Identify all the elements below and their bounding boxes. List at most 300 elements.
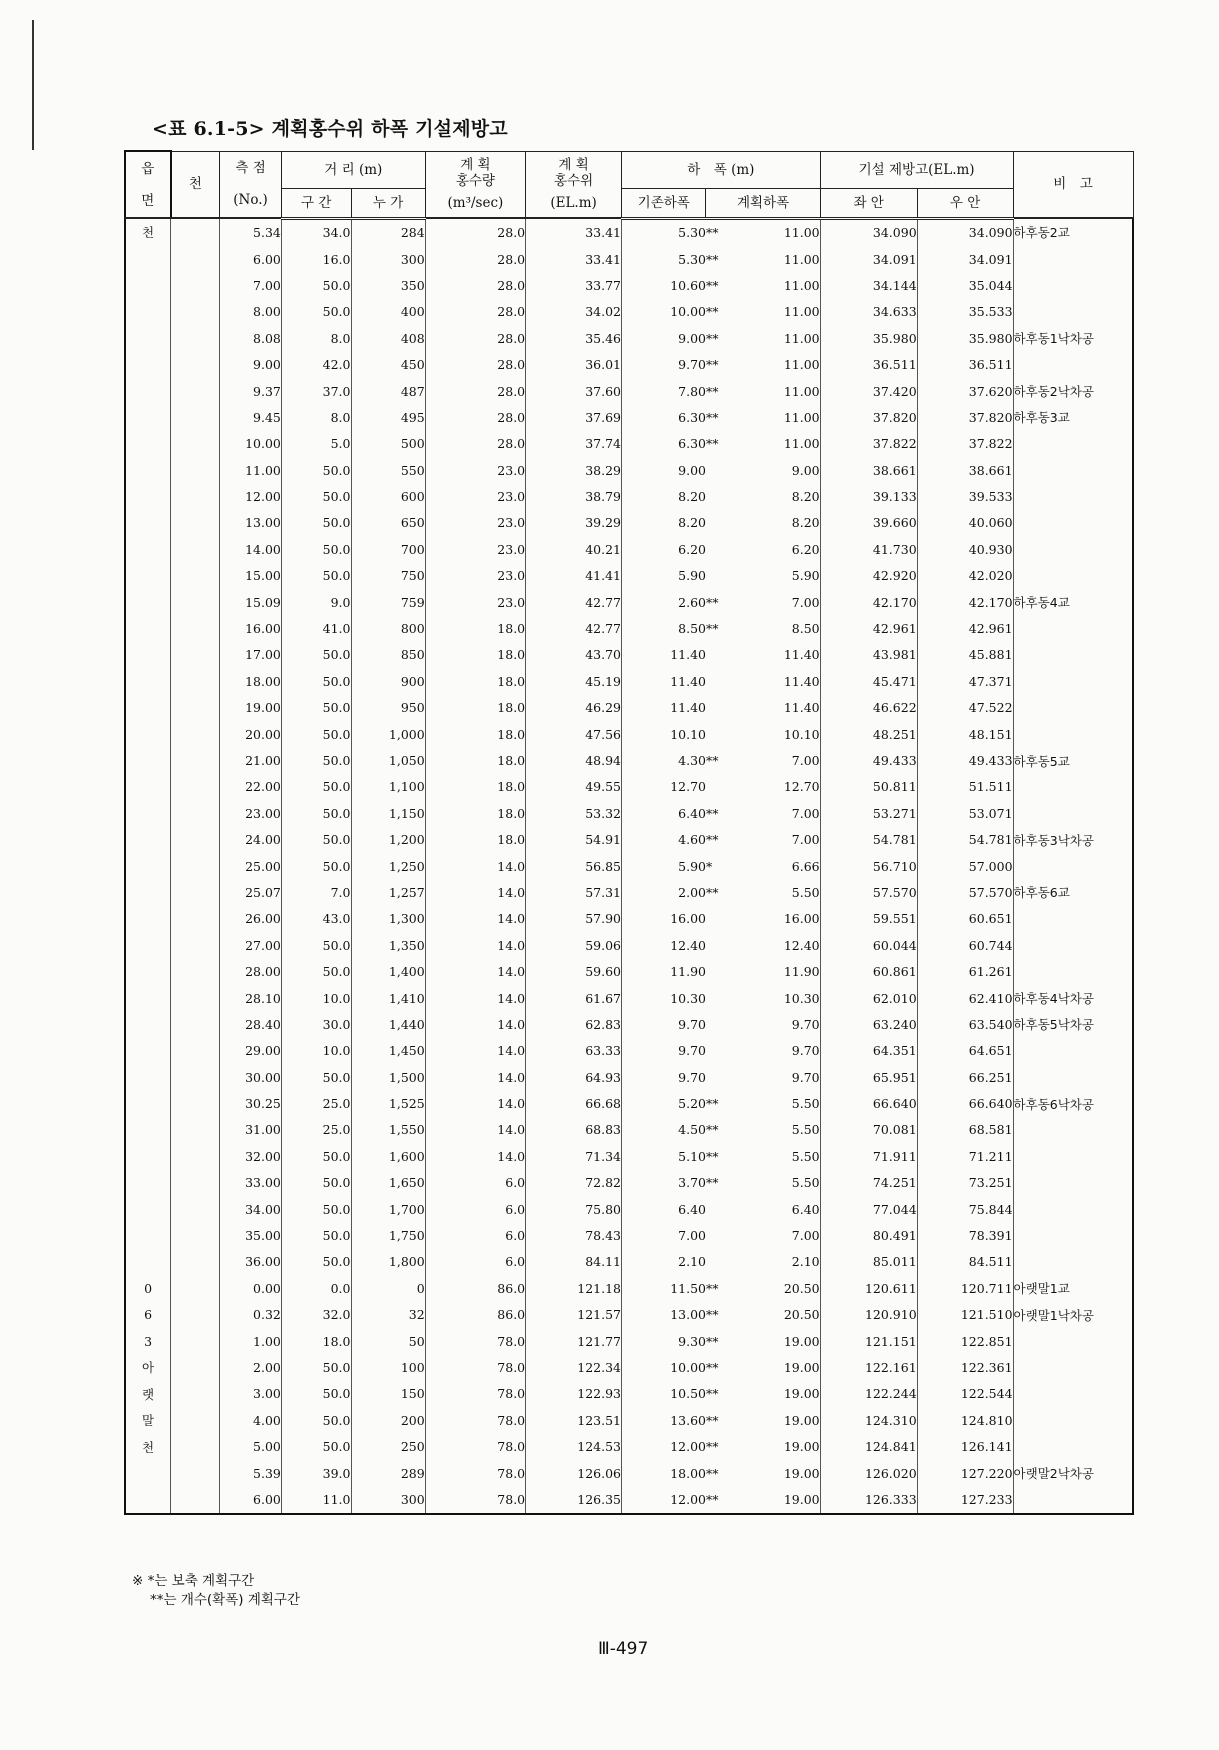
cell-river (125, 1486, 171, 1513)
cell-section-distance: 50.0 (281, 747, 351, 773)
table-row (125, 668, 1133, 694)
cell-remarks: 하후동2낙차공 (1013, 378, 1133, 404)
cell-section-distance: 50.0 (281, 1407, 351, 1433)
cell-levee-left: 39.133 (820, 483, 917, 509)
cell-flow: 28.0 (425, 378, 525, 404)
cell-section-distance: 50.0 (281, 800, 351, 826)
header-myeon: 면 (141, 192, 155, 209)
cell-station: 15.09 (220, 589, 282, 615)
cell-flow: 23.0 (425, 563, 525, 589)
header-dist-cumulative: 누 가 (351, 188, 425, 218)
cell-flow: 18.0 (425, 747, 525, 773)
cell-section-distance: 0.0 (281, 1275, 351, 1301)
cell-existing-width: 6.40 (622, 1196, 706, 1222)
table-row (125, 1143, 1133, 1169)
cell-section-distance: 11.0 (281, 1486, 351, 1513)
cell-width-marker (706, 510, 728, 536)
cell-existing-width: 6.40 (622, 800, 706, 826)
cell-section-distance: 10.0 (281, 1038, 351, 1064)
cell-planned-width: 6.20 (728, 536, 820, 562)
cell-remarks (1013, 1328, 1133, 1354)
cell-existing-width: 7.80 (622, 378, 706, 404)
cell-section-distance: 50.0 (281, 1222, 351, 1248)
cell-remarks: 하후동4낙차공 (1013, 985, 1133, 1011)
cell-levee-right: 47.371 (917, 668, 1013, 694)
cell-levee-left: 77.044 (820, 1196, 917, 1222)
cell-river: 말 (125, 1407, 171, 1433)
cell-station: 35.00 (220, 1222, 282, 1248)
cell-width-marker: ** (705, 225, 719, 241)
cell-river (125, 589, 171, 615)
cell-cumulative-distance: 1,750 (351, 1222, 425, 1248)
cell-river (125, 985, 171, 1011)
cell-existing-width: 12.00 (622, 1486, 706, 1513)
cell-station: 5.00 (220, 1433, 282, 1459)
cell-width-marker: ** (705, 304, 719, 320)
cell-planned-width: 19.00 (728, 1407, 820, 1433)
cell-station: 8.00 (220, 299, 282, 325)
cell-water-level: 121.57 (526, 1302, 622, 1328)
cell-remarks: 아랫말1낙차공 (1013, 1302, 1133, 1328)
cell-remarks (1013, 299, 1133, 325)
cell-station: 34.00 (220, 1196, 282, 1222)
cell-blank (171, 985, 220, 1011)
cell-section-distance: 50.0 (281, 721, 351, 747)
cell-station: 12.00 (220, 483, 282, 509)
cell-planned-width: 11.90 (728, 958, 820, 984)
cell-cumulative-distance: 32 (351, 1302, 425, 1328)
cell-station: 7.00 (220, 272, 282, 298)
cell-levee-left: 42.920 (820, 563, 917, 589)
cell-river: 0 (125, 1275, 171, 1301)
cell-width-marker (706, 1011, 728, 1037)
cell-section-distance: 50.0 (281, 826, 351, 852)
cell-planned-width: 11.00 (728, 378, 820, 404)
cell-blank (171, 431, 220, 457)
cell-river (125, 483, 171, 509)
cell-existing-width: 6.30 (622, 431, 706, 457)
cell-levee-left: 37.820 (820, 404, 917, 430)
cell-cumulative-distance: 1,410 (351, 985, 425, 1011)
cell-planned-width: 19.00 (728, 1328, 820, 1354)
cell-station: 28.00 (220, 958, 282, 984)
cell-section-distance: 50.0 (281, 1381, 351, 1407)
cell-width-marker (706, 958, 728, 984)
cell-section-distance: 5.0 (281, 431, 351, 457)
header-distance: 거 리 (m) (281, 151, 425, 188)
cell-planned-width: 11.00 (728, 325, 820, 351)
cell-levee-left: 65.951 (820, 1064, 917, 1090)
cell-levee-left: 37.822 (820, 431, 917, 457)
cell-flow: 14.0 (425, 906, 525, 932)
cell-remarks (1013, 1064, 1133, 1090)
table-row (125, 721, 1133, 747)
table-row (125, 826, 1133, 852)
cell-existing-width: 12.40 (622, 932, 706, 958)
cell-station: 24.00 (220, 826, 282, 852)
cell-levee-right: 42.020 (917, 563, 1013, 589)
cell-existing-width: 9.30 (622, 1328, 706, 1354)
cell-section-distance: 50.0 (281, 299, 351, 325)
cell-remarks (1013, 1381, 1133, 1407)
cell-water-level: 41.41 (526, 563, 622, 589)
cell-width-marker: ** (705, 1386, 719, 1402)
cell-existing-width: 16.00 (622, 906, 706, 932)
cell-flow: 78.0 (425, 1460, 525, 1486)
cell-remarks (1013, 1170, 1133, 1196)
cell-river (125, 906, 171, 932)
cell-water-level: 122.34 (526, 1354, 622, 1380)
footnote-widening: **는 개수(확폭) 계획구간 (150, 1592, 300, 1608)
table-row (125, 985, 1133, 1011)
cell-levee-right: 127.233 (917, 1486, 1013, 1513)
cell-existing-width: 8.20 (622, 510, 706, 536)
cell-water-level: 126.35 (526, 1486, 622, 1513)
cell-cumulative-distance: 1,525 (351, 1090, 425, 1116)
cell-existing-width: 9.70 (622, 351, 706, 377)
cell-river (125, 457, 171, 483)
cell-levee-left: 66.640 (820, 1090, 917, 1116)
cell-width-marker: ** (705, 1096, 719, 1112)
binding-margin-line (32, 20, 34, 150)
table-row (125, 351, 1133, 377)
cell-width-marker: * (705, 858, 713, 874)
footnote-reinforcement: ※ *는 보축 계획구간 (132, 1573, 255, 1589)
cell-remarks (1013, 1249, 1133, 1275)
cell-cumulative-distance: 1,500 (351, 1064, 425, 1090)
cell-planned-width: 10.10 (728, 721, 820, 747)
cell-flow: 6.0 (425, 1170, 525, 1196)
cell-cumulative-distance: 500 (351, 431, 425, 457)
cell-cumulative-distance: 700 (351, 536, 425, 562)
cell-levee-left: 38.661 (820, 457, 917, 483)
cell-existing-width: 13.00 (622, 1302, 706, 1328)
cell-flow: 23.0 (425, 510, 525, 536)
cell-existing-width: 9.70 (622, 1038, 706, 1064)
cell-section-distance: 50.0 (281, 1170, 351, 1196)
cell-river (125, 879, 171, 905)
cell-remarks (1013, 483, 1133, 509)
cell-cumulative-distance: 250 (351, 1433, 425, 1459)
cell-blank (171, 1249, 220, 1275)
cell-water-level: 46.29 (526, 695, 622, 721)
cell-water-level: 121.18 (526, 1275, 622, 1301)
cell-width-marker: ** (705, 1148, 719, 1164)
cell-blank (171, 747, 220, 773)
cell-cumulative-distance: 900 (351, 668, 425, 694)
cell-river (125, 695, 171, 721)
table-caption: <표 6.1-5> 계획홍수위 하폭 기설제방고 (152, 118, 508, 140)
cell-cumulative-distance: 1,600 (351, 1143, 425, 1169)
cell-width-marker (706, 563, 728, 589)
cell-flow: 86.0 (425, 1302, 525, 1328)
cell-planned-width: 20.50 (728, 1302, 820, 1328)
table-row (125, 1196, 1133, 1222)
cell-river (125, 1249, 171, 1275)
cell-width-marker: ** (705, 1122, 719, 1138)
cell-planned-width: 7.00 (728, 747, 820, 773)
cell-planned-width: 5.50 (728, 879, 820, 905)
cell-levee-left: 62.010 (820, 985, 917, 1011)
cell-water-level: 34.02 (526, 299, 622, 325)
cell-blank (171, 378, 220, 404)
cell-width-marker (706, 1196, 728, 1222)
cell-levee-left: 42.961 (820, 615, 917, 641)
cell-water-level: 38.79 (526, 483, 622, 509)
cell-water-level: 43.70 (526, 642, 622, 668)
cell-water-level: 64.93 (526, 1064, 622, 1090)
cell-water-level: 59.06 (526, 932, 622, 958)
header-level (526, 151, 622, 218)
cell-flow: 23.0 (425, 483, 525, 509)
table-row (125, 906, 1133, 932)
cell-levee-left: 60.044 (820, 932, 917, 958)
table-row (125, 615, 1133, 641)
cell-river (125, 1196, 171, 1222)
cell-width-marker (706, 457, 728, 483)
cell-river (125, 800, 171, 826)
header-level-mid: 홍수위 (554, 173, 594, 190)
cell-water-level: 57.90 (526, 906, 622, 932)
cell-remarks (1013, 536, 1133, 562)
cell-existing-width: 12.70 (622, 774, 706, 800)
cell-section-distance: 25.0 (281, 1090, 351, 1116)
cell-station: 25.00 (220, 853, 282, 879)
cell-flow: 14.0 (425, 879, 525, 905)
cell-width-marker (706, 1038, 728, 1064)
cell-levee-left: 36.511 (820, 351, 917, 377)
cell-station: 0.00 (220, 1275, 282, 1301)
cell-river (125, 1460, 171, 1486)
cell-planned-width: 19.00 (728, 1433, 820, 1459)
cell-flow: 6.0 (425, 1196, 525, 1222)
cell-remarks (1013, 457, 1133, 483)
cell-flow: 14.0 (425, 853, 525, 879)
cell-levee-right: 60.744 (917, 932, 1013, 958)
cell-blank (171, 1038, 220, 1064)
cell-planned-width: 7.00 (728, 826, 820, 852)
cell-planned-width: 11.00 (728, 299, 820, 325)
cell-width-marker (706, 536, 728, 562)
cell-flow: 14.0 (425, 958, 525, 984)
cell-flow: 18.0 (425, 615, 525, 641)
cell-section-distance: 50.0 (281, 932, 351, 958)
cell-water-level: 36.01 (526, 351, 622, 377)
cell-flow: 14.0 (425, 1011, 525, 1037)
header-cheon: 천 (171, 151, 220, 218)
cell-width-marker: ** (705, 753, 719, 768)
cell-flow: 28.0 (425, 431, 525, 457)
cell-station: 9.00 (220, 351, 282, 377)
cell-section-distance: 8.0 (281, 404, 351, 430)
cell-water-level: 72.82 (526, 1170, 622, 1196)
cell-width-marker: ** (705, 1465, 719, 1481)
cell-levee-right: 51.511 (917, 774, 1013, 800)
cell-cumulative-distance: 1,400 (351, 958, 425, 984)
cell-levee-right: 34.091 (917, 246, 1013, 272)
cell-section-distance: 34.0 (281, 218, 351, 246)
cell-existing-width: 4.30 (622, 747, 706, 773)
cell-width-marker: ** (705, 277, 719, 293)
cell-remarks (1013, 668, 1133, 694)
cell-width-marker (706, 668, 728, 694)
cell-water-level: 75.80 (526, 1196, 622, 1222)
table-row (125, 1433, 1133, 1459)
cell-cumulative-distance: 289 (351, 1460, 425, 1486)
cell-station: 14.00 (220, 536, 282, 562)
cell-water-level: 42.77 (526, 589, 622, 615)
cell-water-level: 78.43 (526, 1222, 622, 1248)
cell-levee-left: 59.551 (820, 906, 917, 932)
cell-section-distance: 50.0 (281, 563, 351, 589)
cell-blank (171, 1486, 220, 1513)
cell-water-level: 59.60 (526, 958, 622, 984)
table-row (125, 325, 1133, 351)
cell-levee-right: 127.220 (917, 1460, 1013, 1486)
cell-flow: 18.0 (425, 774, 525, 800)
cell-width-marker (706, 1064, 728, 1090)
cell-planned-width: 8.20 (728, 483, 820, 509)
cell-section-distance: 50.0 (281, 1064, 351, 1090)
cell-flow: 23.0 (425, 536, 525, 562)
cell-planned-width: 19.00 (728, 1486, 820, 1513)
cell-levee-right: 71.211 (917, 1143, 1013, 1169)
cell-planned-width: 10.30 (728, 985, 820, 1011)
cell-levee-left: 45.471 (820, 668, 917, 694)
cell-river: 6 (125, 1302, 171, 1328)
cell-flow: 28.0 (425, 325, 525, 351)
cell-existing-width: 10.60 (622, 272, 706, 298)
table-row (125, 1064, 1133, 1090)
cell-river (125, 563, 171, 589)
cell-planned-width: 20.50 (728, 1275, 820, 1301)
cell-levee-right: 54.781 (917, 826, 1013, 852)
cell-planned-width: 7.00 (728, 589, 820, 615)
cell-river (125, 351, 171, 377)
cell-river (125, 1064, 171, 1090)
cell-width-marker: ** (705, 409, 719, 425)
cell-width-marker (706, 1249, 728, 1275)
cell-station: 30.25 (220, 1090, 282, 1116)
cell-water-level: 49.55 (526, 774, 622, 800)
cell-blank (171, 853, 220, 879)
cell-flow: 18.0 (425, 695, 525, 721)
cell-levee-left: 39.660 (820, 510, 917, 536)
cell-existing-width: 9.00 (622, 325, 706, 351)
cell-width-marker: ** (705, 594, 719, 610)
header-station (220, 151, 282, 218)
cell-flow: 28.0 (425, 272, 525, 298)
table-row (125, 1249, 1133, 1275)
cell-flow: 28.0 (425, 351, 525, 377)
cell-existing-width: 6.20 (622, 536, 706, 562)
cell-remarks (1013, 774, 1133, 800)
cell-station: 19.00 (220, 695, 282, 721)
cell-existing-width: 11.90 (622, 958, 706, 984)
table-row (125, 457, 1133, 483)
page-number: Ⅲ-497 (598, 1639, 649, 1659)
cell-water-level: 56.85 (526, 853, 622, 879)
cell-river (125, 958, 171, 984)
header-dist-section: 구 간 (281, 188, 351, 218)
cell-remarks (1013, 906, 1133, 932)
cell-river (125, 1222, 171, 1248)
cell-existing-width: 2.60 (622, 589, 706, 615)
cell-river: 3 (125, 1328, 171, 1354)
cell-levee-left: 43.981 (820, 642, 917, 668)
cell-station: 21.00 (220, 747, 282, 773)
table-row (125, 536, 1133, 562)
cell-cumulative-distance: 1,550 (351, 1117, 425, 1143)
cell-section-distance: 25.0 (281, 1117, 351, 1143)
cell-blank (171, 1196, 220, 1222)
cell-levee-right: 57.570 (917, 879, 1013, 905)
cell-remarks (1013, 958, 1133, 984)
cell-station: 16.00 (220, 615, 282, 641)
cell-river (125, 747, 171, 773)
cell-levee-left: 71.911 (820, 1143, 917, 1169)
cell-existing-width: 11.50 (622, 1275, 706, 1301)
cell-section-distance: 50.0 (281, 1143, 351, 1169)
cell-planned-width: 5.50 (728, 1170, 820, 1196)
table-row (125, 246, 1133, 272)
cell-levee-right: 37.820 (917, 404, 1013, 430)
cell-station: 28.10 (220, 985, 282, 1011)
cell-blank (171, 563, 220, 589)
cell-water-level: 121.77 (526, 1328, 622, 1354)
cell-station: 25.07 (220, 879, 282, 905)
cell-existing-width: 10.30 (622, 985, 706, 1011)
cell-section-distance: 50.0 (281, 853, 351, 879)
cell-cumulative-distance: 100 (351, 1354, 425, 1380)
cell-section-distance: 50.0 (281, 536, 351, 562)
cell-water-level: 42.77 (526, 615, 622, 641)
cell-section-distance: 41.0 (281, 615, 351, 641)
cell-blank (171, 1275, 220, 1301)
table-row (125, 747, 1133, 773)
cell-levee-right: 37.620 (917, 378, 1013, 404)
cell-levee-right: 45.881 (917, 642, 1013, 668)
cell-station: 1.00 (220, 1328, 282, 1354)
cell-water-level: 35.46 (526, 325, 622, 351)
cell-flow: 78.0 (425, 1433, 525, 1459)
cell-width-marker (706, 774, 728, 800)
cell-existing-width: 4.50 (622, 1117, 706, 1143)
table-row (125, 563, 1133, 589)
cell-remarks: 하후동6낙차공 (1013, 1090, 1133, 1116)
cell-water-level: 45.19 (526, 668, 622, 694)
cell-river (125, 536, 171, 562)
table-row (125, 404, 1133, 430)
cell-existing-width: 3.70 (622, 1170, 706, 1196)
cell-flow: 18.0 (425, 668, 525, 694)
cell-planned-width: 7.00 (728, 1222, 820, 1248)
cell-flow: 28.0 (425, 404, 525, 430)
cell-water-level: 124.53 (526, 1433, 622, 1459)
cell-levee-left: 70.081 (820, 1117, 917, 1143)
cell-cumulative-distance: 550 (351, 457, 425, 483)
cell-flow: 14.0 (425, 1117, 525, 1143)
table-row (125, 1090, 1133, 1116)
table-row (125, 853, 1133, 879)
cell-river (125, 1011, 171, 1037)
cell-blank (171, 906, 220, 932)
cell-existing-width: 5.20 (622, 1090, 706, 1116)
cell-remarks (1013, 351, 1133, 377)
table-body (125, 218, 1133, 1514)
cell-cumulative-distance: 1,150 (351, 800, 425, 826)
cell-levee-right: 39.533 (917, 483, 1013, 509)
